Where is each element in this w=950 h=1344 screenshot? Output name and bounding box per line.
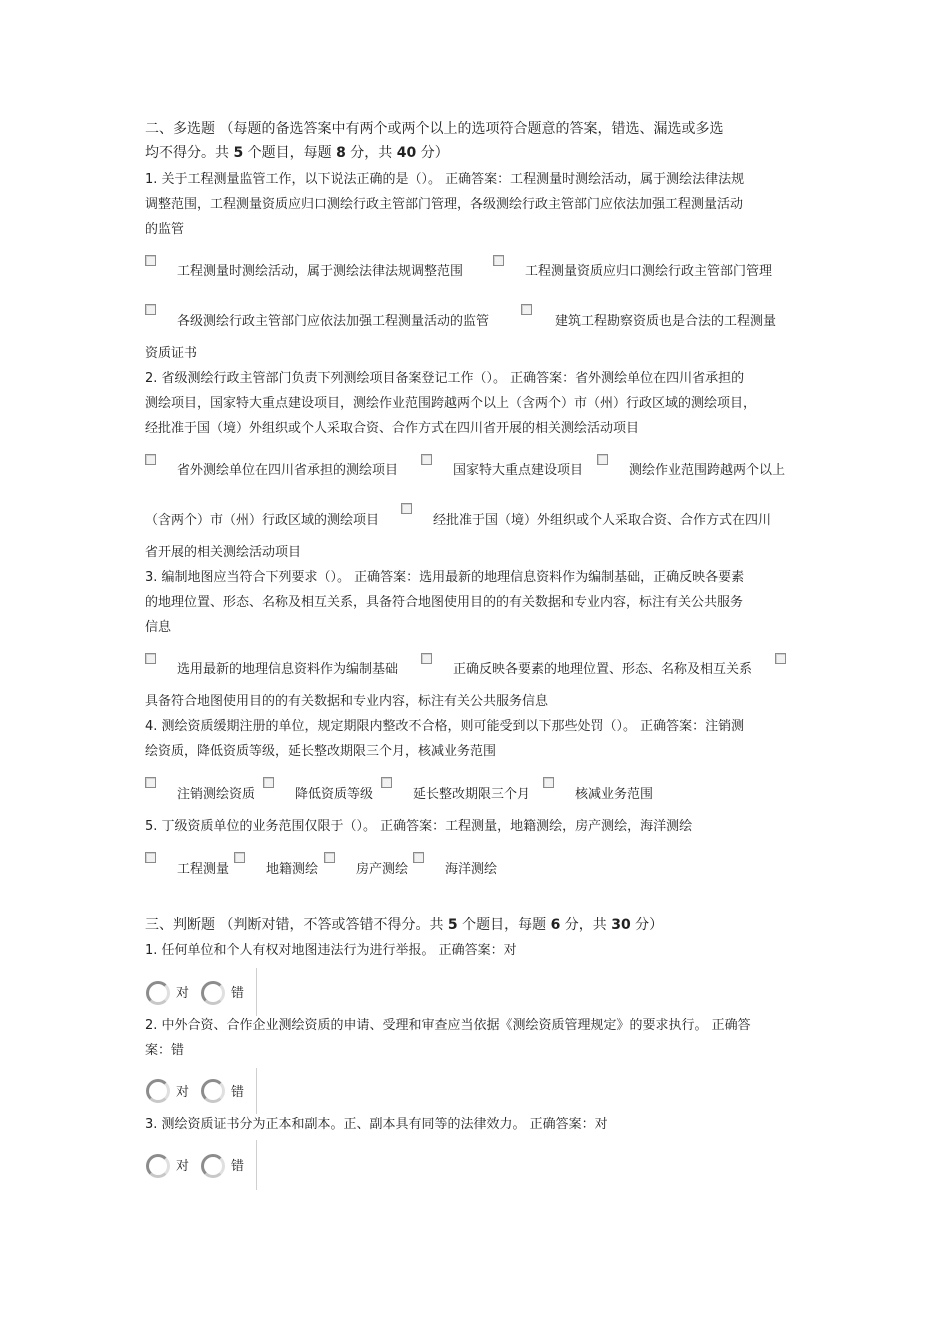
radio-false-label: 错 [231, 986, 245, 1001]
radio-true-label: 对 [176, 1159, 190, 1174]
question-2-text: 2. 省级测绘行政主管部门负责下列测绘项目备案登记工作（）。 正确答案：省外测绘单位在四川省承担的 [145, 371, 745, 386]
option-label: 测绘作业范围跨越两个以上 [629, 463, 786, 478]
multi-heading-line1: 二、多选题 （每题的备选答案中有两个或两个以上的选项符合题意的答案，错选、漏选或多选 [145, 121, 724, 137]
checkbox[interactable] [775, 653, 786, 664]
option-label: 省外测绘单位在四川省承担的测绘项目 [177, 463, 399, 478]
radio-false[interactable] [201, 1154, 225, 1178]
question-4-text: 4. 测绘资质缓期注册的单位，规定期限内整改不合格，则可能受到以下那些处罚（）。 正确答案：注销测 [145, 719, 745, 734]
multi-heading-line2: 均不得分。共 5 个题目，每题 8 分，共 40 分） [145, 145, 449, 161]
option-label: 各级测绘行政主管部门应依法加强工程测量活动的监管 [177, 314, 490, 329]
radio-false-label: 错 [231, 1159, 245, 1174]
checkbox[interactable] [521, 304, 532, 315]
judge-question-3-text: 3. 测绘资质证书分为正本和副本。正、副本具有同等的法律效力。 正确答案：对 [145, 1117, 608, 1132]
judge-question-1-text: 1. 任何单位和个人有权对地图违法行为进行举报。 正确答案：对 [145, 943, 517, 958]
question-1-text: 1. 关于工程测量监管工作，以下说法正确的是（）。 正确答案：工程测量时测绘活动，属于测绘法律法规 [145, 172, 745, 187]
judge-question-2-text: 案：错 [145, 1043, 185, 1058]
checkbox[interactable] [145, 304, 156, 315]
option-label: 地籍测绘 [266, 862, 319, 877]
option-label: 选用最新的地理信息资料作为编制基础 [177, 662, 399, 677]
checkbox[interactable] [597, 454, 608, 465]
option-label: 降低资质等级 [295, 787, 374, 802]
divider [256, 1068, 257, 1114]
option-label: 海洋测绘 [445, 862, 498, 877]
radio-true-label: 对 [176, 986, 190, 1001]
checkbox[interactable] [413, 852, 424, 863]
question-3-text: 3. 编制地图应当符合下列要求（）。 正确答案：选用最新的地理信息资料作为编制基础，正确反映各要素 [145, 570, 745, 585]
checkbox[interactable] [401, 503, 412, 514]
checkbox[interactable] [543, 777, 554, 788]
question-3-text: 的地理位置、形态、名称及相互关系，具备符合地图使用目的的有关数据和专业内容，标注有关公共服务 [145, 595, 744, 610]
divider [256, 968, 257, 1016]
option-label: 核减业务范围 [575, 787, 654, 802]
radio-true[interactable] [146, 1079, 170, 1103]
option-label: 国家特大重点建设项目 [453, 463, 584, 478]
option-label: 建筑工程勘察资质也是合法的工程测量 [555, 314, 777, 329]
checkbox[interactable] [145, 454, 156, 465]
radio-true-label: 对 [176, 1085, 190, 1100]
checkbox[interactable] [324, 852, 335, 863]
radio-true[interactable] [146, 981, 170, 1005]
question-3-text: 信息 [145, 620, 172, 635]
checkbox[interactable] [145, 852, 156, 863]
radio-false[interactable] [201, 1079, 225, 1103]
option-label: 省开展的相关测绘活动项目 [145, 545, 302, 560]
option-label: 延长整改期限三个月 [413, 787, 531, 802]
option-label: （含两个）市（州）行政区域的测绘项目 [145, 513, 380, 528]
question-2-text: 经批准于国（境）外组织或个人采取合资、合作方式在四川省开展的相关测绘活动项目 [145, 421, 640, 436]
checkbox[interactable] [263, 777, 274, 788]
option-label: 资质证书 [145, 346, 198, 361]
option-label: 工程测量 [177, 862, 230, 877]
judge-question-2-text: 2. 中外合资、合作企业测绘资质的申请、受理和审查应当依据《测绘资质管理规定》的要求执行。 正确答 [145, 1018, 751, 1033]
option-label: 工程测量时测绘活动，属于测绘法律法规调整范围 [177, 264, 464, 279]
radio-false[interactable] [201, 981, 225, 1005]
question-5-text: 5. 丁级资质单位的业务范围仅限于（）。 正确答案：工程测量，地籍测绘，房产测绘，海洋测绘 [145, 819, 693, 834]
checkbox[interactable] [421, 454, 432, 465]
checkbox[interactable] [381, 777, 392, 788]
checkbox[interactable] [234, 852, 245, 863]
option-label: 正确反映各要素的地理位置、形态、名称及相互关系 [453, 662, 753, 677]
checkbox[interactable] [145, 653, 156, 664]
divider [256, 1140, 257, 1190]
option-label: 经批准于国（境）外组织或个人采取合资、合作方式在四川 [433, 513, 772, 528]
option-label: 工程测量资质应归口测绘行政主管部门管理 [525, 264, 773, 279]
radio-true[interactable] [146, 1154, 170, 1178]
question-2-text: 测绘项目，国家特大重点建设项目，测绘作业范围跨越两个以上（含两个）市（州）行政区域的测绘项目， [145, 396, 757, 411]
option-label: 注销测绘资质 [177, 787, 256, 802]
question-1-text: 调整范围，工程测量资质应归口测绘行政主管部门管理，各级测绘行政主管部门应依法加强工程测量活动 [145, 197, 744, 212]
checkbox[interactable] [145, 777, 156, 788]
question-1-text: 的监管 [145, 222, 185, 237]
option-label: 房产测绘 [356, 862, 409, 877]
question-4-text: 绘资质，降低资质等级，延长整改期限三个月，核减业务范围 [145, 744, 497, 759]
judge-heading: 三、判断题 （判断对错，不答或答错不得分。共 5 个题目，每题 6 分，共 30 分） [145, 917, 664, 933]
radio-false-label: 错 [231, 1085, 245, 1100]
checkbox[interactable] [493, 255, 504, 266]
checkbox[interactable] [421, 653, 432, 664]
option-label: 具备符合地图使用目的的有关数据和专业内容，标注有关公共服务信息 [145, 694, 549, 709]
checkbox[interactable] [145, 255, 156, 266]
